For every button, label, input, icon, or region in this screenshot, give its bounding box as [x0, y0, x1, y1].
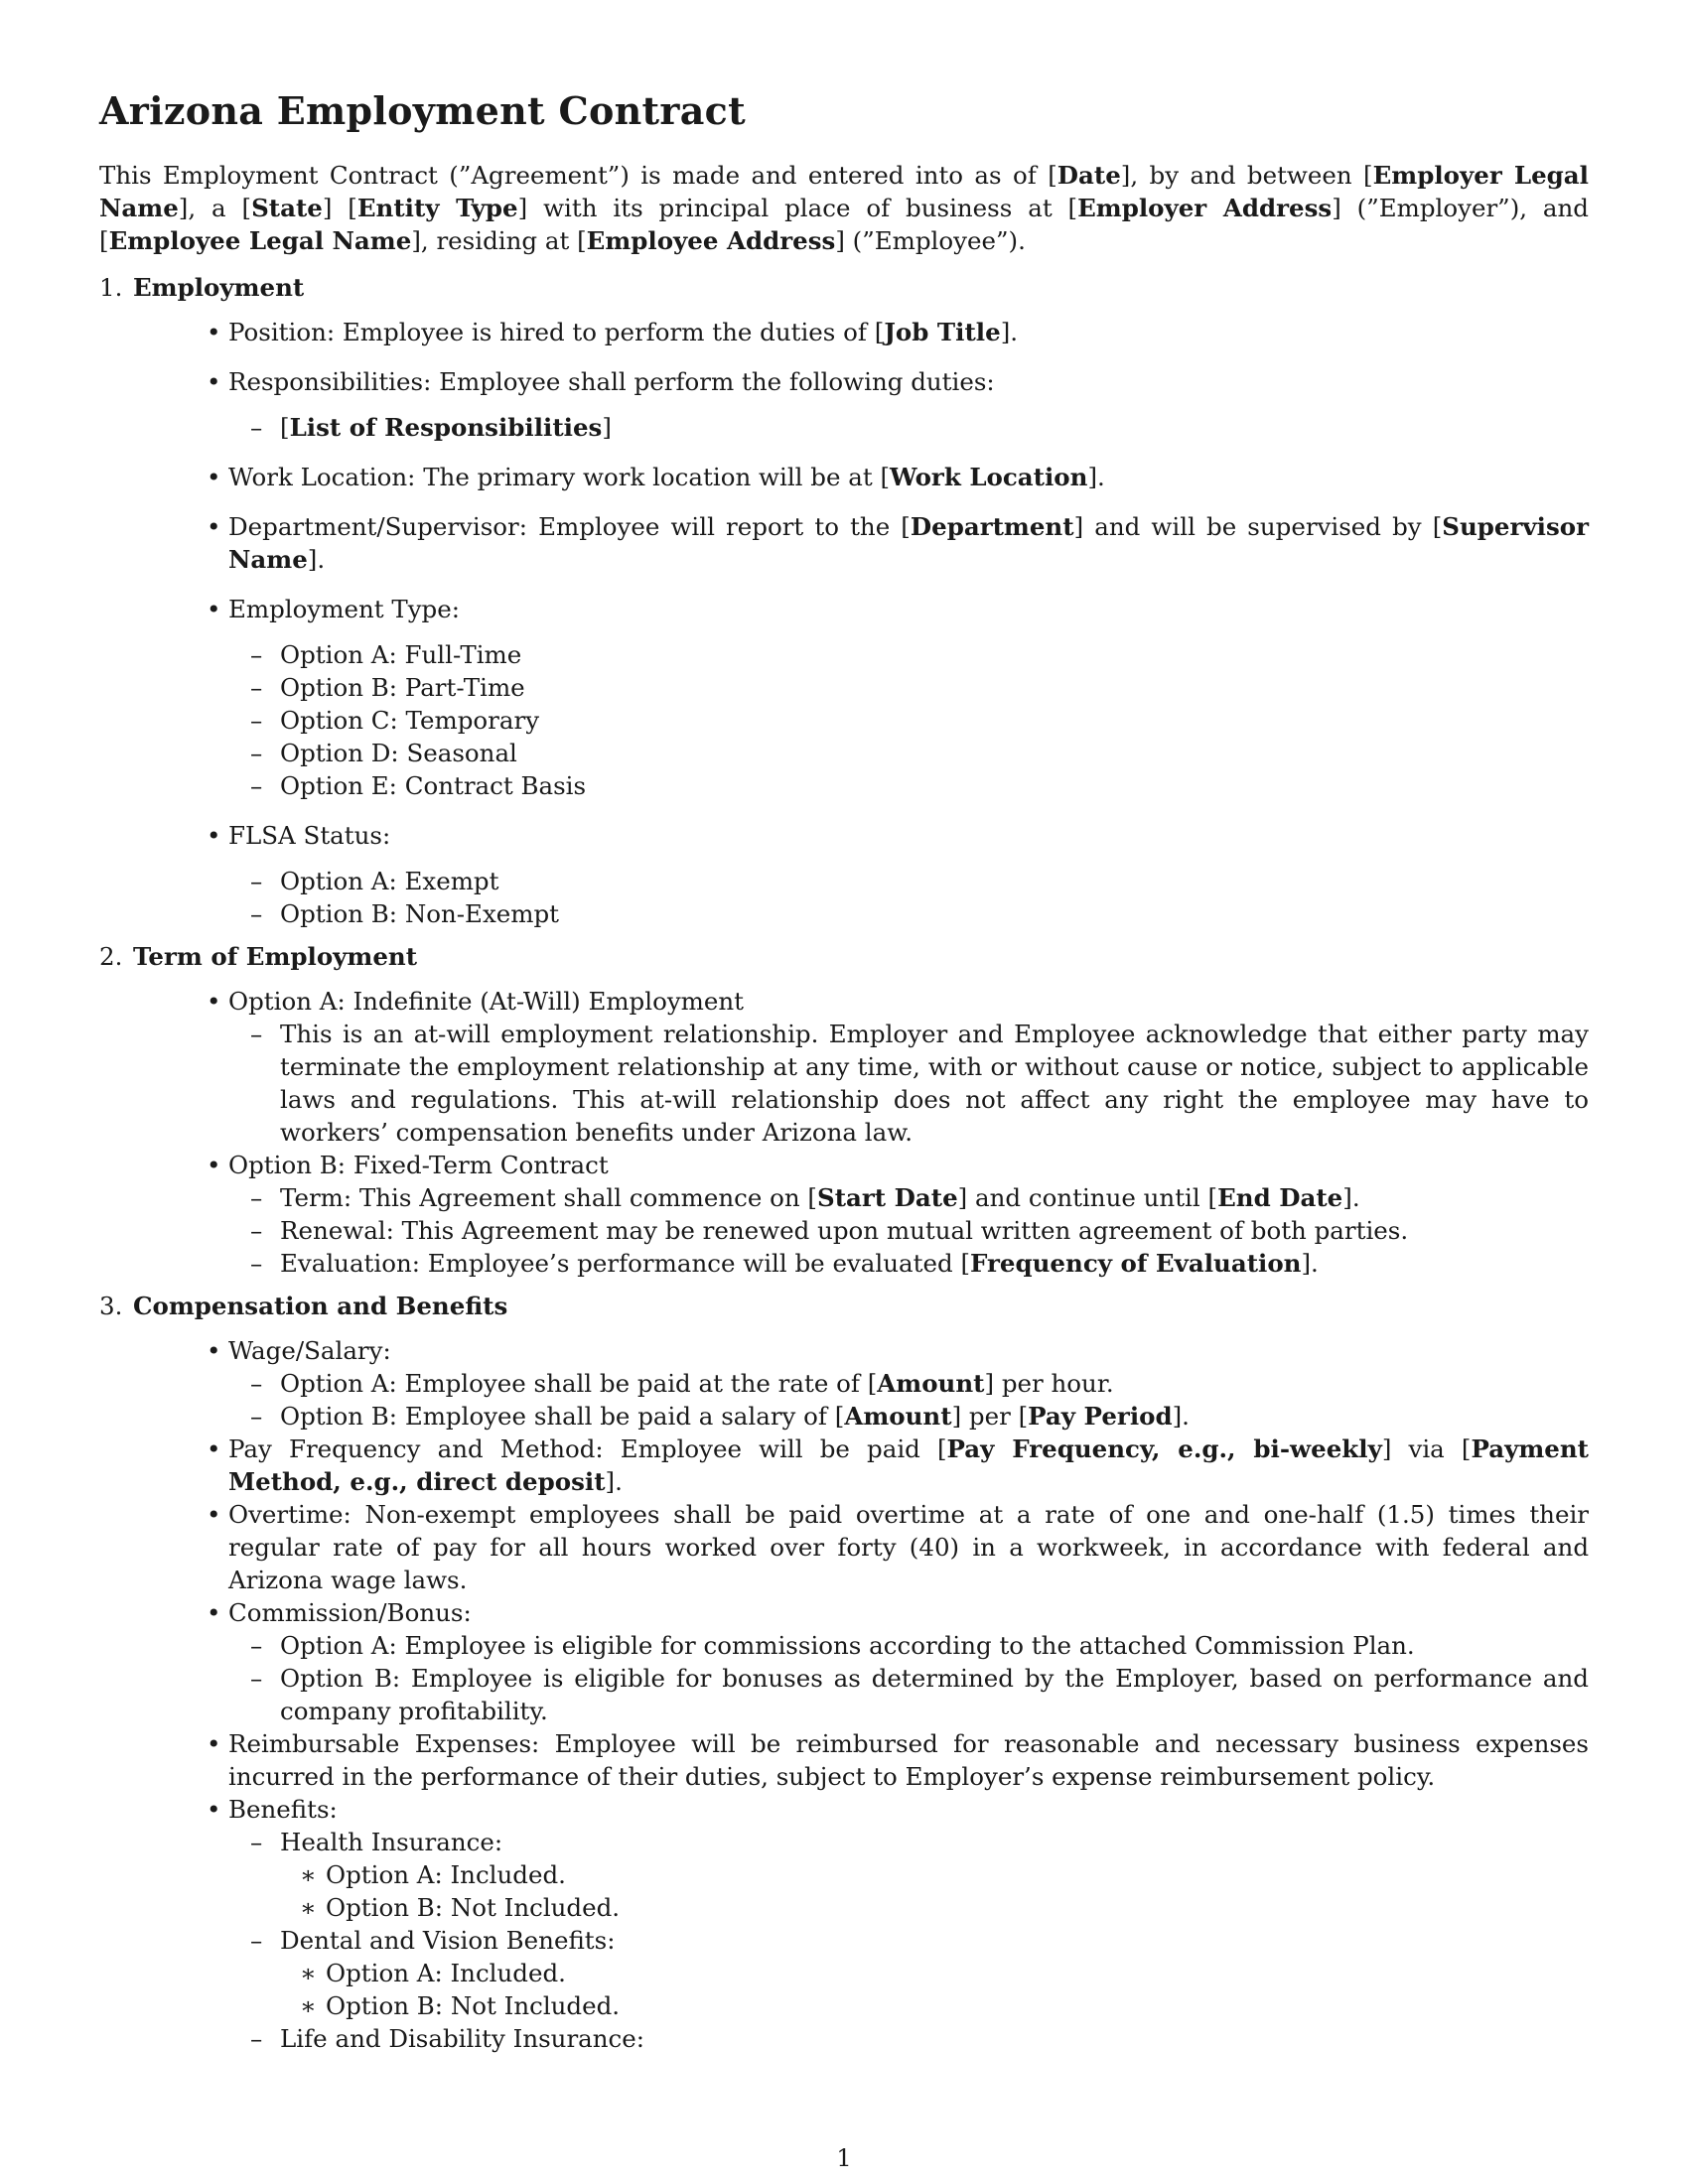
section-list	[99, 271, 1589, 2055]
intro-paragraph: This Employment Contract (”Agreement”) is made and entered into as of [Date], by and between [Employer Legal Name], a [State] [Entity Type] with its principal place of business at [Employer Address] (”Employer”), and [Employee Legal Name], residing at [Employee Address] (”Employee”).	[99, 161, 1589, 255]
list-item-commission: • Commission/Bonus: – Option A: Employee is eligible for commissions according to the attached Commission Plan. – Option B: Employee is eligible for bonuses as determined by the Employer, based on performance and company profitability.	[228, 1596, 1589, 1727]
list-item-employment-type: • Employment Type: – Option A: Full-Time – Option B: Part-Time – Option C: Temporary – Option D: Seasonal – Option E: Contract Basis	[228, 593, 1589, 802]
commission-option-b: – Option B: Employee is eligible for bonuses as determined by the Employer, based on performance and company profitability.	[280, 1662, 1589, 1727]
option-item: – Option A: Full-Time	[280, 638, 1589, 671]
list-item-overtime: • Overtime: Non-exempt employees shall be paid overtime at a rate of one and one-half (1.5) times their regular rate of pay for all hours worked over forty (40) in a workweek, in accordance with federal and Arizona wage laws.	[228, 1498, 1589, 1596]
section-term	[99, 940, 1589, 1280]
wage-option-b: – Option B: Employee shall be paid a salary of [Amount] per [Pay Period].	[280, 1400, 1589, 1433]
employer-name-placeholder: Employer Legal Name	[99, 161, 1589, 222]
list-item-option-b: • Option B: Fixed-Term Contract – Term: This Agreement shall commence on [Start Date] and continue until [End Date]. – Renewal: This Agreement may be renewed upon mutual written agreement of both parties. – Evaluation: Employee’s performance will be evaluated [Frequency of Evaluation].	[228, 1149, 1589, 1280]
department-placeholder: Department	[910, 512, 1074, 541]
list-item-flsa-status: • FLSA Status: – Option A: Exempt – Option B: Non-Exempt	[228, 819, 1589, 930]
employee-name-placeholder: Employee Legal Name	[108, 226, 412, 255]
list-item-option-a: • Option A: Indefinite (At-Will) Employment – This is an at-will employment relationship. Employer and Employee acknowledge that either party may terminate the employment relationship at any time, with or without cause or notice, subject to applicable laws and regulations. This at-will relationship does not affect any right the employee may have to workers’ compensation benefits under Arizona law.	[228, 985, 1589, 1149]
at-will-text: – This is an at-will employment relationship. Employer and Employee acknowledge that either party may terminate the employment relationship at any time, with or without cause or notice, subject to applicable laws and regulations. This at-will relationship does not affect any right the employee may have to workers’ compensation benefits under Arizona law.	[280, 1018, 1589, 1149]
section-heading: Employment	[133, 273, 305, 302]
evaluation-item: – Evaluation: Employee’s performance will be evaluated [Frequency of Evaluation].	[280, 1247, 1589, 1280]
commission-option-a: – Option A: Employee is eligible for commissions according to the attached Commission Plan.	[280, 1629, 1589, 1662]
supervisor-placeholder: Supervisor Name	[228, 512, 1589, 574]
amount-placeholder: Amount	[877, 1369, 985, 1398]
option-item: – Option E: Contract Basis	[280, 769, 1589, 802]
section-number: 3.	[99, 1292, 123, 1320]
state-placeholder: State	[251, 194, 323, 222]
option-item: – Option D: Seasonal	[280, 737, 1589, 769]
section-number: 2.	[99, 942, 123, 971]
page-number: 1	[836, 2144, 852, 2172]
option-item: ∗ Option B: Not Included.	[326, 1989, 1589, 2022]
employee-address-placeholder: Employee Address	[586, 226, 836, 255]
sub-item-responsibilities: – [List of Responsibilities]	[280, 411, 1589, 444]
end-date-placeholder: End Date	[1217, 1183, 1343, 1212]
amount-placeholder: Amount	[844, 1402, 952, 1431]
list-item-position: • Position: Employee is hired to perform the duties of [Job Title].	[228, 316, 1589, 348]
dental-vision-item: – Dental and Vision Benefits: ∗ Option A: Included. ∗ Option B: Not Included.	[280, 1924, 1589, 2022]
life-disability-item: – Life and Disability Insurance:	[280, 2022, 1589, 2055]
option-item: – Option A: Exempt	[280, 865, 1589, 897]
payment-method-placeholder: Payment Method, e.g., direct deposit	[228, 1434, 1589, 1496]
list-item-benefits: • Benefits: – Health Insurance: ∗ Option A: Included. ∗ Option B: Not Included. – Dental and Vision Benefits: ∗ Option A: Included. ∗ Option B: Not Included. – Life and Disability Insurance:	[228, 1793, 1589, 2055]
list-item-pay-frequency: • Pay Frequency and Method: Employee will be paid [Pay Frequency, e.g., bi-weekly] via [Payment Method, e.g., direct deposit].	[228, 1433, 1589, 1498]
option-item: – Option B: Part-Time	[280, 671, 1589, 704]
renewal-item: – Renewal: This Agreement may be renewed upon mutual written agreement of both parties.	[280, 1214, 1589, 1247]
evaluation-frequency-placeholder: Frequency of Evaluation	[970, 1249, 1302, 1278]
job-title-placeholder: Job Title	[884, 318, 1001, 346]
document-page	[99, 89, 1589, 2065]
option-item: ∗ Option A: Included.	[326, 1858, 1589, 1891]
wage-option-a: – Option A: Employee shall be paid at the rate of [Amount] per hour.	[280, 1367, 1589, 1400]
term-item: – Term: This Agreement shall commence on [Start Date] and continue until [End Date].	[280, 1181, 1589, 1214]
option-item: ∗ Option A: Included.	[326, 1957, 1589, 1989]
employer-address-placeholder: Employer Address	[1077, 194, 1333, 222]
section-heading: Term of Employment	[133, 942, 418, 971]
pay-period-placeholder: Pay Period	[1028, 1402, 1173, 1431]
section-number: 1.	[99, 273, 123, 302]
list-item-work-location: • Work Location: The primary work location will be at [Work Location].	[228, 461, 1589, 493]
list-item-responsibilities: • Responsibilities: Employee shall perform the following duties: – [List of Responsibilities]	[228, 365, 1589, 444]
list-item-department: • Department/Supervisor: Employee will report to the [Department] and will be supervised by [Supervisor Name].	[228, 510, 1589, 576]
list-item-wage: • Wage/Salary: – Option A: Employee shall be paid at the rate of [Amount] per hour. – Option B: Employee shall be paid a salary of [Amount] per [Pay Period].	[228, 1334, 1589, 1433]
work-location-placeholder: Work Location	[890, 463, 1088, 491]
option-item: – Option C: Temporary	[280, 704, 1589, 737]
section-heading: Compensation and Benefits	[133, 1292, 508, 1320]
option-item: ∗ Option B: Not Included.	[326, 1891, 1589, 1924]
date-placeholder: Date	[1056, 161, 1121, 190]
option-item: – Option B: Non-Exempt	[280, 897, 1589, 930]
section-employment	[99, 271, 1589, 930]
list-item-expenses: • Reimbursable Expenses: Employee will be reimbursed for reasonable and necessary business expenses incurred in the performance of their duties, subject to Employer’s expense reimbursement policy.	[228, 1727, 1589, 1793]
entity-type-placeholder: Entity Type	[356, 194, 518, 222]
pay-frequency-placeholder: Pay Frequency, e.g., bi-weekly	[946, 1434, 1382, 1463]
section-compensation	[99, 1290, 1589, 2055]
start-date-placeholder: Start Date	[817, 1183, 958, 1212]
document-title: Arizona Employment Contract	[99, 88, 746, 133]
health-insurance-item: – Health Insurance: ∗ Option A: Included. ∗ Option B: Not Included.	[280, 1826, 1589, 1924]
